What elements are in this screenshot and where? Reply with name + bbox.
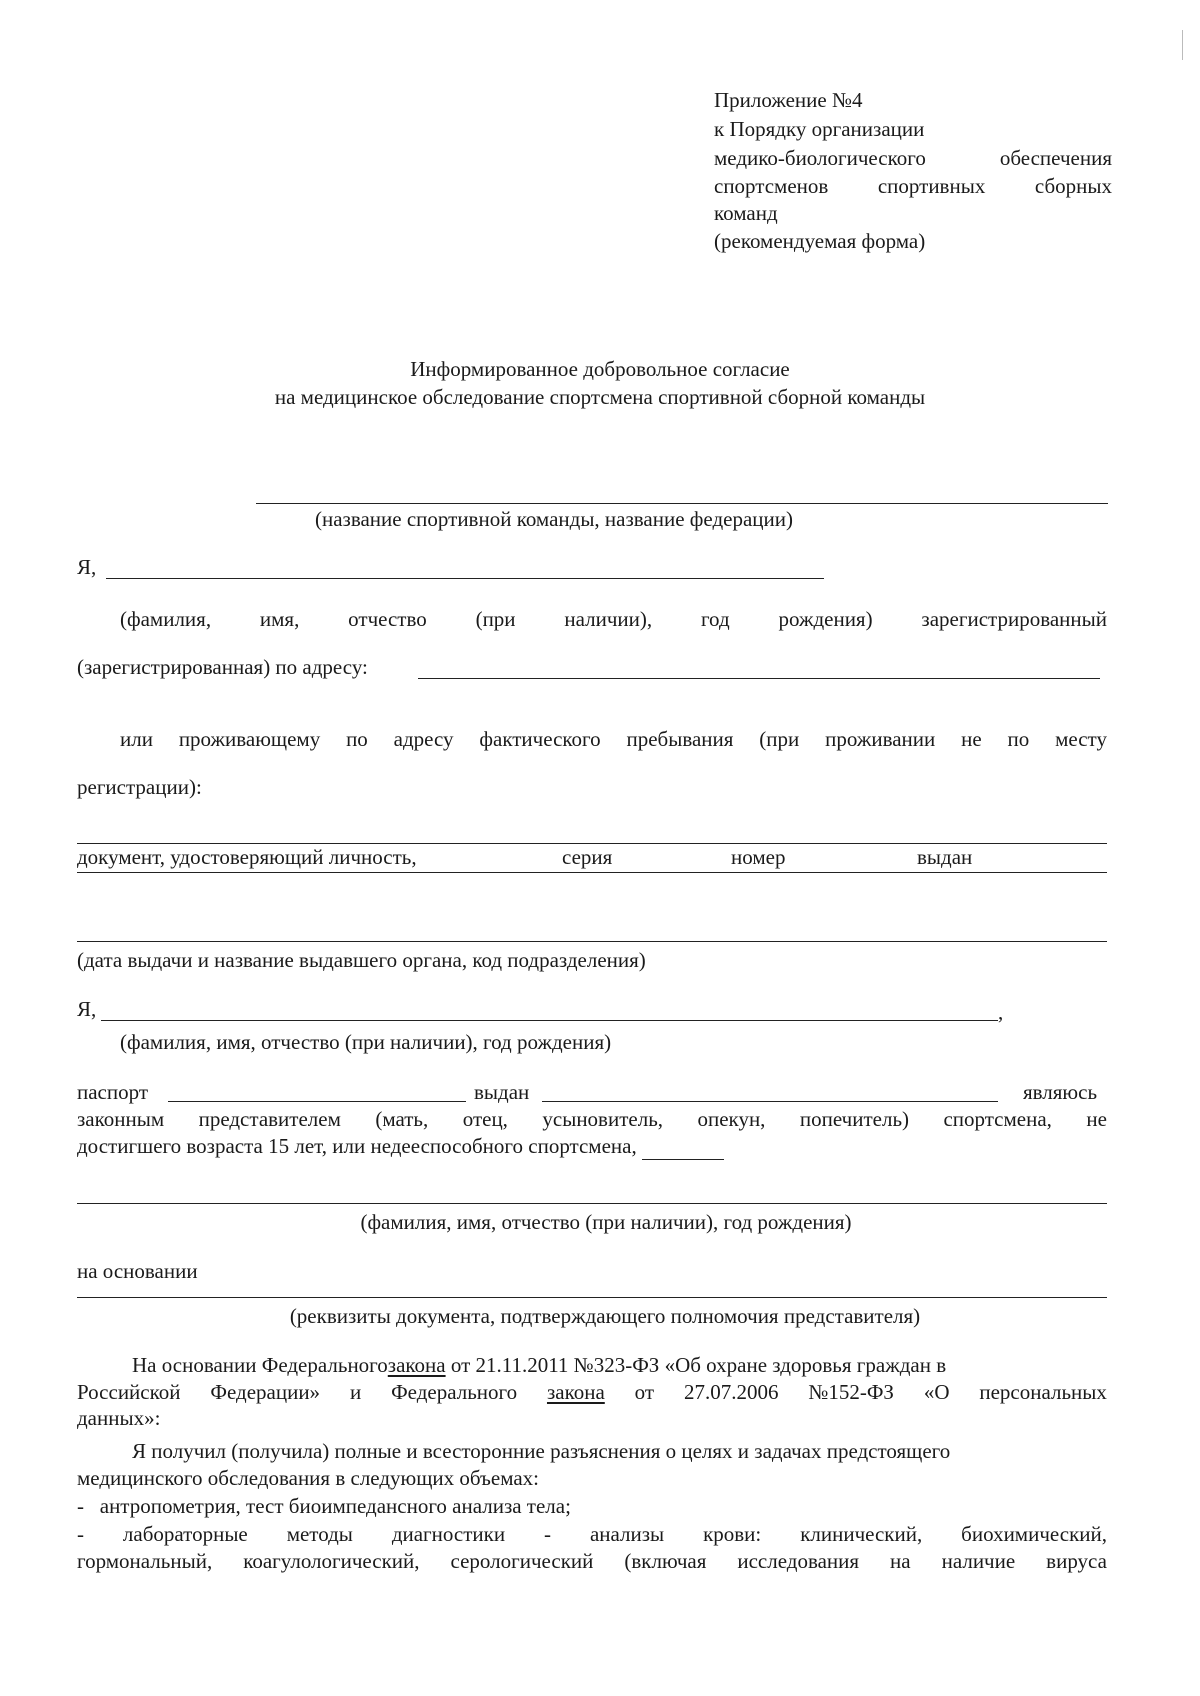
identity-document-row: [77, 845, 1107, 873]
residence-row: или проживающему по адресу фактического пребывания (при проживании не по месту: [120, 727, 1107, 751]
athlete-name-line: [106, 578, 824, 579]
issue-caption: (дата выдачи и название выдавшего органа, код подразделения): [77, 948, 646, 972]
fio-caption-representative: (фамилия, имя, отчество (при наличии), год рождения): [120, 1030, 612, 1054]
document-issued-label: выдан: [917, 845, 973, 869]
appendix-line3: медико-биологического обеспечения: [714, 146, 1112, 170]
law-323-link[interactable]: закона: [387, 1353, 446, 1377]
athlete-blank: [642, 1134, 724, 1160]
document-label: документ, удостоверяющий личность,: [77, 845, 417, 869]
i-label: Я,: [77, 555, 97, 579]
passport-label: паспорт: [77, 1080, 149, 1104]
appendix-form-note: (рекомендуемая форма): [714, 229, 926, 253]
i-label-representative: Я,: [77, 997, 97, 1021]
passport-number-line: [168, 1101, 466, 1102]
law-line2: Российской Федерации» и Федерального закона от 27.07.2006 №152-ФЗ «О персональных: [77, 1380, 1107, 1404]
issue-details-line: [77, 941, 1107, 942]
basis-label: на основании: [77, 1259, 198, 1283]
list-item-anthropometry: - антропометрия, тест биоимпедансного анализа тела;: [77, 1494, 571, 1518]
residence-address-line: [77, 843, 1107, 844]
team-name-line: [256, 503, 1108, 504]
document-title-line2: на медицинское обследование спортсмена спортивной сборной команды: [274, 385, 926, 409]
received-line1: Я получил (получила) полные и всесторонние разъяснения о целях и задачах предстоящего: [132, 1439, 951, 1463]
list-item-lab-methods: - лабораторные методы диагностики - анализы крови: клинический, биохимический,: [77, 1522, 1107, 1546]
appendix-line4: спортсменов спортивных сборных: [714, 174, 1112, 198]
law-152-link[interactable]: закона: [546, 1380, 605, 1404]
team-caption: (название спортивной команды, название федерации): [315, 507, 793, 531]
law-line1: На основании Федеральногозакона от 21.11.2011 №323-ФЗ «Об охране здоровья граждан в: [132, 1353, 947, 1377]
basis-caption: (реквизиты документа, подтверждающего полномочия представителя): [289, 1304, 921, 1328]
athlete-name-line2: [77, 1203, 1107, 1204]
document-series-label: серия: [562, 845, 613, 869]
representative-line2: достигшего возраста 15 лет, или недееспособного спортсмена,: [77, 1134, 724, 1160]
scan-edge-mark: [1182, 30, 1183, 60]
appendix-order: к Порядку организации: [714, 117, 925, 141]
appendix-number: Приложение №4: [714, 88, 863, 112]
passport-issued-label: выдан: [474, 1080, 530, 1104]
registration-label: регистрации):: [77, 775, 202, 799]
fio-caption-row: (фамилия, имя, отчество (при наличии), год рождения) зарегистрированный: [120, 607, 1107, 631]
document-number-label: номер: [731, 845, 786, 869]
registered-address-label: (зарегистрированная) по адресу:: [77, 655, 368, 679]
representative-row: законным представителем (мать, отец, усыновитель, опекун, попечитель) спортсмена, не: [77, 1107, 1107, 1131]
basis-line: [77, 1297, 1107, 1298]
document-title-line1: Информированное добровольное согласие: [410, 357, 790, 381]
list-item-lab-methods-cont: гормональный, коагулологический, серологический (включая исследования на наличие вируса: [77, 1549, 1107, 1573]
passport-issuer-line: [542, 1101, 998, 1102]
being-label: являюсь: [1023, 1080, 1098, 1104]
fio-caption-athlete: (фамилия, имя, отчество (при наличии), год рождения): [360, 1210, 852, 1234]
representative-name-line: [101, 1020, 998, 1021]
appendix-line5: команд: [714, 201, 778, 225]
registered-address-line: [418, 678, 1100, 679]
comma: ,: [998, 1000, 1004, 1024]
law-line3: данных»:: [77, 1406, 161, 1430]
received-line2: медицинского обследования в следующих объемах:: [77, 1466, 540, 1490]
